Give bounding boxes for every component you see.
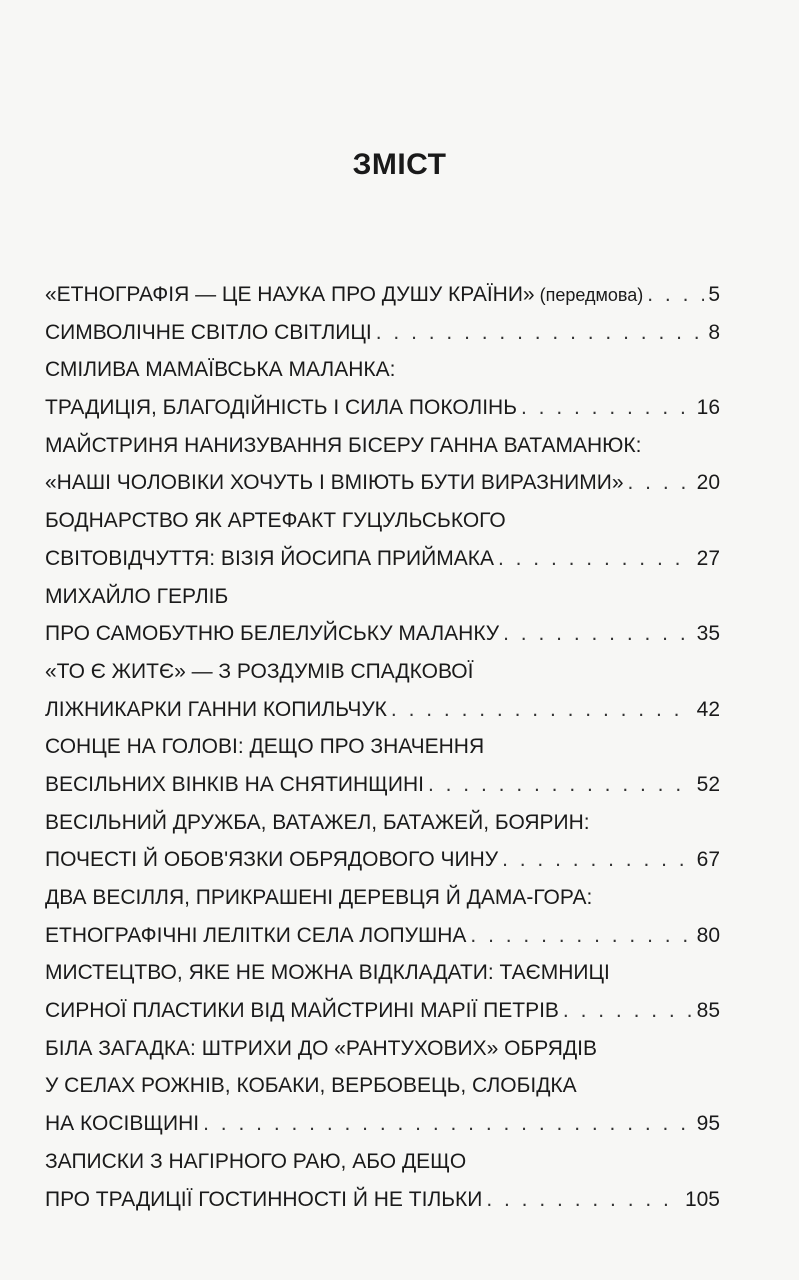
toc-entry-title: ПОЧЕСТІ Й ОБОВ'ЯЗКИ ОБРЯДОВОГО ЧИНУ [45, 848, 499, 872]
toc-entry-title: ПРО САМОБУТНЮ БЕЛЕЛУЙСЬКУ МАЛАНКУ [45, 622, 500, 646]
dot-leader [486, 1181, 681, 1219]
toc-entry-line: ЗАПИСКИ З НАГІРНОГО РАЮ, АБО ДЕЩО [45, 1149, 467, 1173]
toc-entry[interactable] [45, 653, 720, 728]
toc-entry-last-line [45, 917, 720, 955]
toc-entry-title: ВЕСІЛЬНИХ ВІНКІВ НА СНЯТИНЩИНІ [45, 772, 424, 796]
toc-entry-line: МИХАЙЛО ГЕРЛІБ [45, 584, 229, 608]
dot-leader [498, 540, 693, 578]
toc-entry[interactable] [45, 804, 720, 879]
toc-entry-last-line [45, 314, 720, 352]
table-of-contents [45, 276, 720, 1218]
toc-entry-title: «НАШІ ЧОЛОВІКИ ХОЧУТЬ І ВМІЮТЬ БУТИ ВИРАЗНИМИ» [45, 471, 624, 495]
toc-entry-line: МАЙСТРИНЯ НАНИЗУВАННЯ БІСЕРУ ГАННА ВАТАМАНЮК: [45, 433, 642, 457]
toc-entry-last-line [45, 276, 720, 314]
toc-entry-line: БІЛА ЗАГАДКА: ШТРИХИ ДО «РАНТУХОВИХ» ОБРЯДІВ [45, 1036, 598, 1060]
toc-entry-title: ЛІЖНИКАРКИ ГАННИ КОПИЛЬЧУК [45, 697, 387, 721]
toc-page-number: 80 [696, 923, 720, 947]
toc-page-number: 16 [696, 396, 720, 420]
page-title: ЗМІСТ [352, 148, 447, 181]
toc-entry-last-line [45, 992, 720, 1030]
toc-entry-title: ТРАДИЦІЯ, БЛАГОДІЙНІСТЬ І СИЛА ПОКОЛІНЬ [45, 396, 517, 420]
toc-page-number: 8 [708, 320, 720, 344]
toc-entry[interactable] [45, 1030, 720, 1143]
dot-leader [628, 464, 693, 502]
toc-entry-last-line [45, 389, 720, 427]
dot-leader [376, 314, 705, 352]
toc-entry-last-line [45, 766, 720, 804]
toc-entry-title: СИРНОЇ ПЛАСТИКИ ВІД МАЙСТРИНІ МАРІЇ ПЕТРІВ [45, 999, 559, 1023]
toc-entry-line: «ТО Є ЖИТЄ» — З РОЗДУМІВ СПАДКОВОЇ [45, 659, 474, 683]
toc-entry-last-line [45, 841, 720, 879]
dot-leader [563, 992, 693, 1030]
toc-entry-last-line [45, 615, 720, 653]
toc-entry-title: СИМВОЛІЧНЕ СВІТЛО СВІТЛИЦІ [45, 320, 372, 344]
toc-page-number: 5 [708, 283, 720, 306]
toc-page-number: 85 [696, 999, 720, 1023]
toc-page-number: 42 [696, 697, 720, 721]
toc-entry-title: ПРО ТРАДИЦІЇ ГОСТИННОСТІ Й НЕ ТІЛЬКИ [45, 1187, 483, 1211]
toc-entry[interactable] [45, 351, 720, 426]
toc-entry[interactable] [45, 276, 720, 314]
toc-entry-line: БОДНАРСТВО ЯК АРТЕФАКТ ГУЦУЛЬСЬКОГО [45, 509, 506, 533]
dot-leader [521, 389, 693, 427]
dot-leader [428, 766, 693, 804]
toc-entry-last-line [45, 691, 720, 729]
toc-page-number: 35 [696, 622, 720, 646]
toc-entry[interactable] [45, 502, 720, 577]
toc-entry-line: СОНЦЕ НА ГОЛОВІ: ДЕЩО ПРО ЗНАЧЕННЯ [45, 735, 485, 759]
toc-entry[interactable] [45, 879, 720, 954]
toc-entry[interactable] [45, 728, 720, 803]
toc-entry-line: МИСТЕЦТВО, ЯКЕ НЕ МОЖНА ВІДКЛАДАТИ: ТАЄМНИЦІ [45, 961, 610, 985]
toc-entry-title: НА КОСІВЩИНІ [45, 1112, 200, 1136]
toc-entry-line: ВЕСІЛЬНИЙ ДРУЖБА, ВАТАЖЕЛ, БАТАЖЕЙ, БОЯРИН: [45, 810, 590, 834]
toc-entry-last-line [45, 540, 720, 578]
toc-page-number: 52 [696, 772, 720, 796]
toc-entry-line: СМІЛИВА МАМАЇВСЬКА МАЛАНКА: [45, 358, 396, 382]
toc-entry[interactable] [45, 954, 720, 1029]
dot-leader [647, 276, 704, 314]
dot-leader [502, 841, 693, 879]
toc-entry-line: ДВА ВЕСІЛЛЯ, ПРИКРАШЕНІ ДЕРЕВЦЯ Й ДАМА-ГОРА: [45, 886, 593, 909]
dot-leader [503, 615, 693, 653]
toc-entry[interactable] [45, 314, 720, 352]
toc-entry-title: СВІТОВІДЧУТТЯ: ВІЗІЯ ЙОСИПА ПРИЙМАКА [45, 546, 494, 570]
toc-entry[interactable] [45, 578, 720, 653]
toc-page-number: 27 [696, 546, 720, 570]
dot-leader [203, 1105, 693, 1143]
toc-entry[interactable] [45, 1143, 720, 1218]
toc-entry-last-line [45, 464, 720, 502]
toc-page-number: 105 [684, 1187, 720, 1211]
toc-entry-line: У СЕЛАХ РОЖНІВ, КОБАКИ, ВЕРБОВЕЦЬ, СЛОБІДКА [45, 1074, 577, 1098]
dot-leader [470, 917, 692, 955]
toc-entry-title: «ЕТНОГРАФІЯ — ЦЕ НАУКА ПРО ДУШУ КРАЇНИ» [45, 283, 535, 306]
toc-entry-last-line [45, 1105, 720, 1143]
toc-page-number: 67 [696, 848, 720, 872]
toc-entry-suffix: (передмова) [539, 285, 644, 305]
dot-leader [391, 691, 693, 729]
toc-entry[interactable] [45, 427, 720, 502]
toc-page-number: 20 [696, 471, 720, 495]
toc-page-number: 95 [696, 1112, 720, 1136]
toc-entry-last-line [45, 1181, 720, 1219]
toc-entry-title: ЕТНОГРАФІЧНІ ЛЕЛІТКИ СЕЛА ЛОПУШНА [45, 923, 467, 947]
